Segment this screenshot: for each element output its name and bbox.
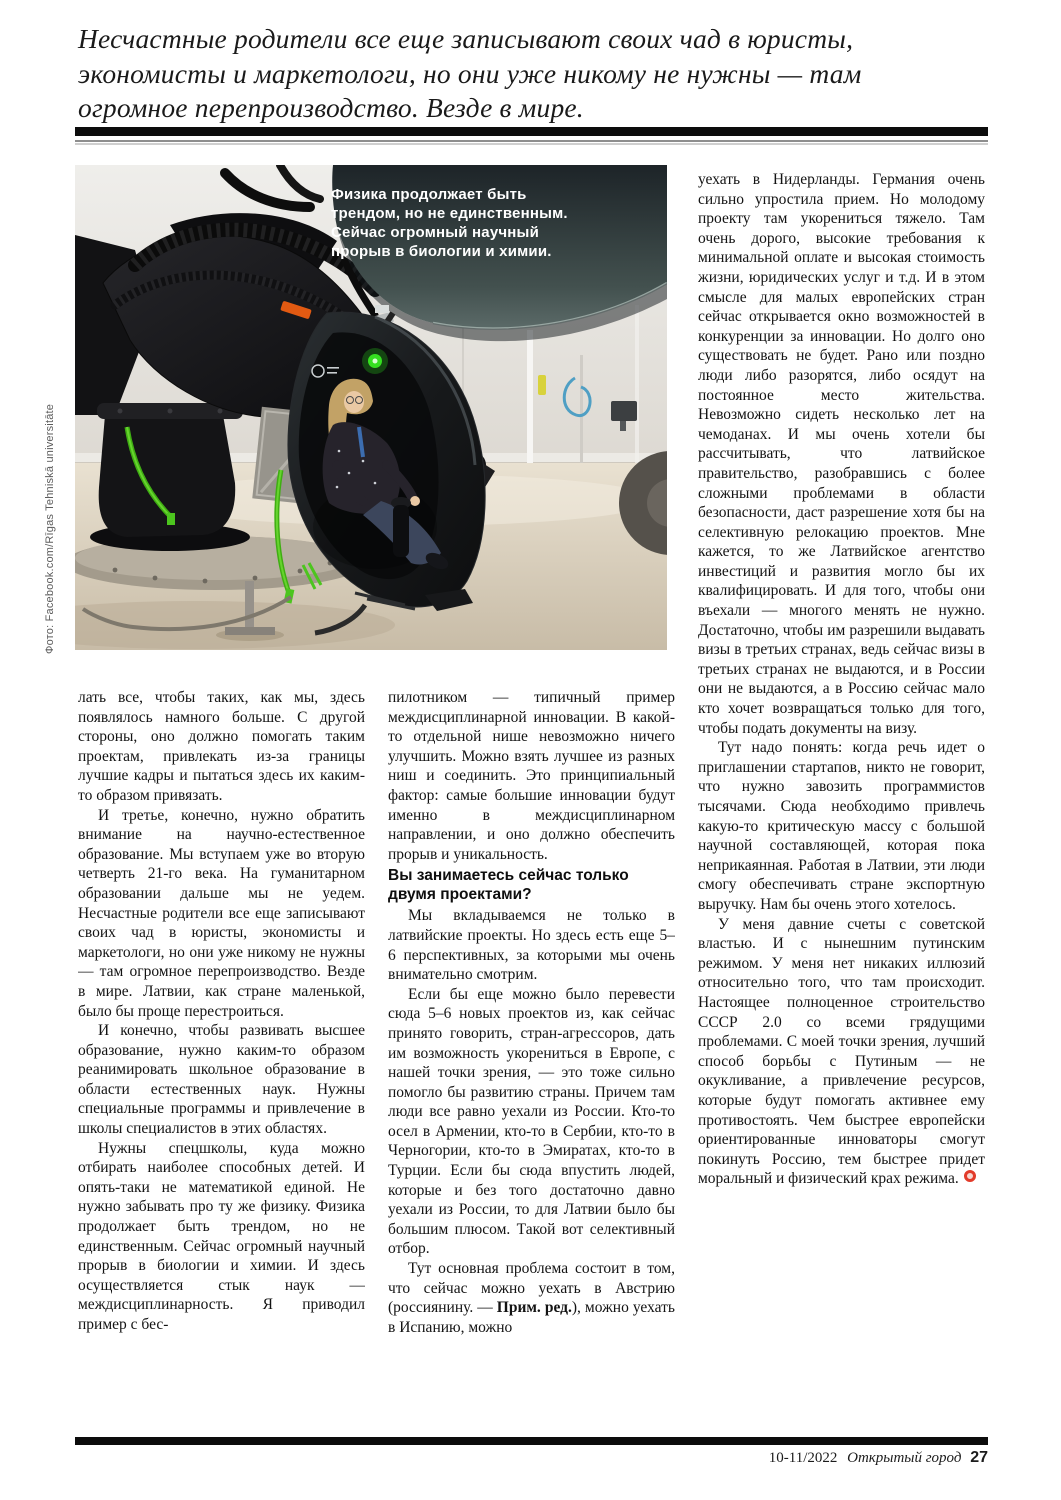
paragraph: пилотником — типичный пример междисциплинарной инновации. В какой-то отдельной нише невозможно ничего улучшить. Можно взять лучшее из разных ниш и соединить. Это принципиальный фактор: самые большие инновации будут именно в междисциплинарном направлении, и оно должно обеспечить прорыв и уникальность.	[388, 689, 675, 863]
paragraph-text: ), можно уехать в Испанию, можно	[388, 1299, 675, 1336]
text-column-2	[388, 688, 675, 1436]
paragraph: И третье, конечно, нужно обратить внимание на научно-естественное образование. Мы вступаем уже во вторую четверть 21-го века. На гуманитарном образовании дальше мы не уедем. Несчастные родители все еще записывают своих чад в юристы, экономисты и маркетологи, но они уже никому не нужны — там огромное перепроизводство. Везде в мире. Латвии, как стране маленькой, было бы проще перестроиться.	[78, 806, 365, 1020]
interview-question: Вы занимаетесь сейчас только двумя проектами?	[388, 867, 629, 904]
joystick	[393, 505, 409, 557]
photo-caption: Физика продолжает быть трендом, но не единственным. Сейчас огромный научный прорыв в биологии и химии.	[331, 186, 568, 260]
magazine-name: Открытый город	[847, 1450, 962, 1466]
paragraph: Если бы еще можно было перевести сюда 5–6 новых проектов из, как сейчас принято говорить, стран-агрессоров, дать им возможность укорениться в Европе, с нашей точки зрения, — это тоже сильно помогло бы развитию страны. Причем там люди все равно уехали из России. Кто-то осел в Армении, кто-то в Сербии, кто-то в Черногории, кто-то в Эмиратах, кто-то в Турции. Если бы сюда впустить людей, которые и без того достаточно давно уехали из России, то для Латвии было бы большим плюсом. Такой вот селективный отбор.	[388, 985, 675, 1258]
paragraph-text: У меня давние счеты с советской властью. И с нынешним путинским режимом. У меня нет никаких иллюзий относительно того, что там происходит. Настоящее полноценное строительство СССР 2.0 со всеми грядущими проблемами. С моей точки зрения, лучший способ борьбы с Путиным — не окукливание, а привлечение ресурсов, которые будут помогать активнее ему противостоять. Чем быстрее европейски ориентированные инноваторы смогут покинуть Россию, тем быстрее придет моральный и физический крах режима.	[698, 915, 985, 1188]
text-column-1	[78, 688, 365, 1436]
bottom-rule	[75, 1437, 988, 1445]
end-mark-icon	[964, 1170, 976, 1182]
paragraph: Мы вкладываемся не только в латвийские проекты. Но здесь есть еще 5–6 перспективных, за которыми мы очень внимательно смотрим.	[388, 907, 675, 984]
paragraph: лать все, чтобы таких, как мы, здесь появлялось намного больше. С другой стороны, оно должно помогать таким проектам, привлекать из-за границы лучшие кадры и пытаться здесь их каким-то образом привязать.	[78, 689, 365, 804]
paragraph: И конечно, чтобы развивать высшее образование, нужно каким-то образом реанимировать школьное образование в области естественных наук. Нужны специальные программы и привлечение в школы специалистов в этих областях.	[78, 1022, 365, 1138]
page-footer	[769, 1449, 988, 1467]
paragraph: уехать в Нидерланды. Германия очень сильно упростила прием. Но молодому проекту там укорениться тяжело. Там очень дорого, высокие требования к минимальной оплате и высокая стоимость жизни, юридических услуг и т.д. И в этом смысле для малых европейских стран сейчас открывается окно возможностей в конкуренции за инновации. Но долго оно существовать не будет. Рано или поздно люди либо разорятся, либо осядут на постоянное место жительства. Невозможно сидеть несколько лет на чемоданах. И мы очень хотели бы рассчитывать, что латвийское правительство, разобравшись с более сложными проблемами в области безопасности, даст разрешение хотя бы на селективную релокацию проектов. Мне кажется, то же Латвийское агентство инвестиций и развития могло бы их квалифицировать. И для того, чтобы они въехали — многого менять не нужно. Достаточно, чтобы им разрешили выдавать визы в третьих странах, ведь сейчас визы в третьих странах не выдаются, и в России они не выдаются, а в Россию сейчас мало кто хочет возвращаться только для того, чтобы подать документы на визу.	[698, 171, 985, 737]
issue-date: 10-11/2022	[768, 1450, 838, 1466]
page-number: 27	[970, 1449, 988, 1466]
yellow-tag	[538, 375, 546, 395]
photo-credit: Фото: Facebook.com/Rīgas Tehniskā universitāte	[44, 403, 56, 654]
paragraph	[388, 1259, 675, 1337]
paragraph-text: Тут основная проблема состоит в том, что сейчас можно уехать в Австрию (россиянину. —	[388, 1260, 675, 1317]
paragraph	[698, 915, 985, 1189]
lede-quote: Несчастные родители все еще записывают своих чад в юристы, экономисты и маркетологи, но они уже никому не нужны — там огромное перепроизводство. Везде в мире.	[78, 23, 862, 123]
wall-box	[611, 401, 637, 421]
editor-note: Прим. ред.	[496, 1299, 572, 1317]
text-column-3	[698, 170, 985, 1436]
top-rule-thin	[75, 140, 988, 142]
article-photo	[75, 165, 667, 650]
paragraph: Тут надо понять: когда речь идет о приглашении стартапов, никто не говорит, что нужно завозить программистов тысячами. Сюда необходимо привлечь какую-то критическую массу с большой научной составляющей, которая пока неприкаянная. Работая в Латвии, эти люди смогу обеспечивать стране экспортную выручку. Нам бы очень этого хотелось.	[698, 739, 985, 913]
paragraph: Нужны спецшколы, куда можно отбирать наиболее способных детей. И опять-таки не математикой единой. Не нужно забывать про ту же физику. Физика продолжает быть трендом, но не единственным. Сейчас огромный научный прорыв в биологии и химии. И здесь осуществляется стык наук — междисциплинарность. Я приводил пример с бес-	[78, 1139, 365, 1333]
top-rule	[75, 127, 988, 136]
